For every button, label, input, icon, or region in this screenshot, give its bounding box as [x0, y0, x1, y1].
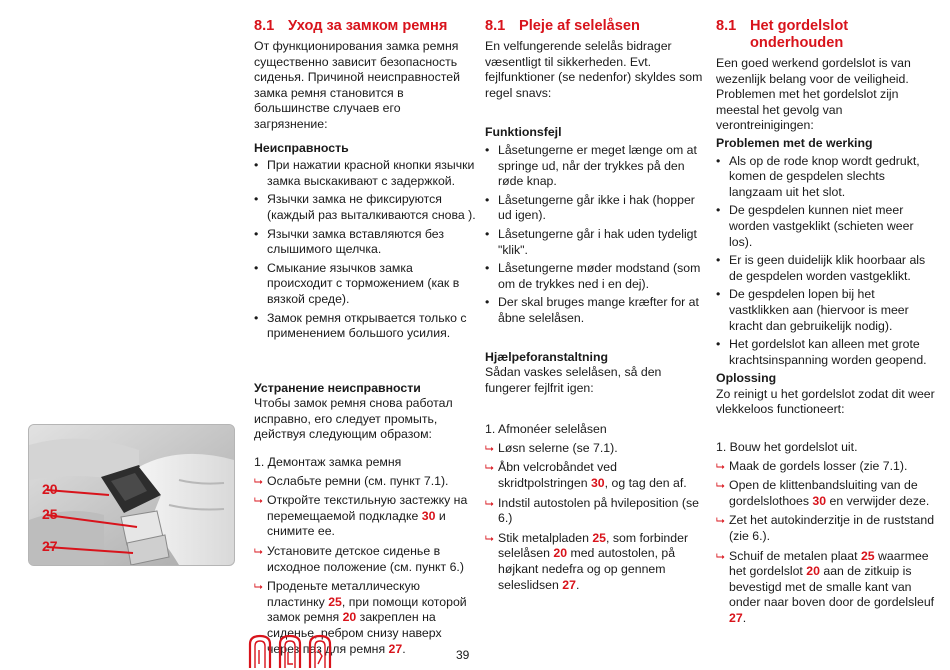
solution-heading: Oplossing: [716, 371, 777, 386]
step-title: 1. Bouw het gordelslot uit.: [716, 440, 858, 455]
ref-number: 30: [590, 476, 605, 491]
solution-intro: Sådan vaskes selelåsen, så den fungerer fejlfrit igen:: [485, 365, 662, 395]
arrow-right-icon: ⮡: [254, 581, 263, 594]
step-item: ⮡ Indstil autostolen på hvileposition (se 6.): [485, 495, 699, 526]
ref-number: 25: [328, 594, 342, 609]
solution-heading: Hjælpeforanstaltning: [485, 349, 608, 364]
step-item: ⮡ Zet het autokinderzitje in de ruststand (zie 6.).: [716, 513, 935, 544]
column-russian: [254, 18, 476, 661]
column-dutch: [716, 18, 938, 631]
ref-number: 20: [553, 546, 568, 561]
arrow-right-icon: ⮡: [254, 475, 263, 488]
problems-heading: Problemen met de werking: [716, 135, 873, 150]
buckle-hand-illustration: [29, 425, 234, 565]
arrow-right-icon: ⮡: [485, 532, 494, 545]
section-heading: [485, 18, 707, 35]
problem-item: • Låsetungerne møder modstand (som om de trykkes ned i en dej).: [485, 261, 707, 292]
problem-item: • Låsetungerne er meget længe om at springe ud, når der trykkes på den røde knap.: [485, 143, 707, 190]
section-heading: [254, 18, 476, 35]
step-item: ⮡ Ослабьте ремни (см. пункт 7.1).: [254, 474, 476, 490]
problem-item: • Смыкание язычков замка происходит с торможением (как в вязкой среде).: [254, 261, 476, 308]
arrow-right-icon: ⮡: [485, 442, 494, 455]
section-number: 8.1: [716, 18, 737, 34]
callout-25: 25: [42, 506, 58, 522]
step-item: ⮡ Åbn velcrobåndet ved skridtpolstringen 30, og tag den af.: [485, 460, 687, 491]
solution-heading: Устранение неисправности: [254, 380, 421, 395]
section-number: 8.1: [254, 18, 275, 34]
ref-number: 20: [342, 610, 357, 625]
solution-intro: Zo reinigt u het gordelslot zodat dit weer vlekkeloos functioneert:: [716, 386, 935, 417]
intro-text: Een goed werkend gordelslot is van wezenlijk belang voor de veiligheid. Problemen met het gordelslot zijn meestal het gevolg van verontreinigingen:: [716, 56, 911, 133]
arrow-right-icon: ⮡: [716, 480, 725, 493]
step-item: ⮡ Установите детское сиденье в исходное положение (см. пункт 6.): [254, 544, 464, 574]
problems-list: [254, 158, 476, 342]
problem-item: • Der skal bruges mange kræfter for at åbne selelåsen.: [485, 295, 707, 326]
buckle-photo: [28, 424, 235, 566]
step-item: ⮡ Schuif de metalen plaat 25 waarmee het gordelslot 20 aan de zitkuip is bevestigd met de smalle kant van onder naar boven door de gordelsleuf 27.: [716, 548, 935, 625]
intro-text: От функционирования замка ремня существенно зависит безопасность сиденья. Причиной неисправностей замка ремня становится в большинстве случаев его загрязнение:: [254, 39, 460, 131]
step-title: 1. Демонтаж замка ремня: [254, 455, 402, 470]
step-item: ⮡ Проденьте металлическую пластинку 25, при помощи которой замок ремня 20 закреплен на сиденье, ребром снизу наверх через паз для ремня 27.: [254, 579, 467, 656]
step-item: ⮡ Maak de gordels losser (zie 7.1).: [716, 459, 938, 475]
problems-heading: Funktionsfejl: [485, 125, 562, 140]
steps-list: [254, 474, 476, 658]
intro-text: En velfungerende selelås bidrager væsentligt til sikkerheden. Evt. fejlfunktioner (se nedenfor) skyldes som regel snavs:: [485, 39, 703, 100]
problem-item: • Låsetungerne går ikke i hak (hopper ud igen).: [485, 193, 707, 224]
problem-item: • Als op de rode knop wordt gedrukt, komen de gespdelen slechts langzaam uit het slot.: [716, 154, 938, 201]
step-item: ⮡ Stik metalpladen 25, som forbinder selelåsen 20 med autostolen, på højkant nedefra og op gennem seleslidsen 27.: [485, 530, 689, 592]
column-danish: [485, 18, 707, 597]
section-title: Het gordelslot onderhouden: [750, 18, 849, 51]
problem-item: • При нажатии красной кнопки язычки замка выскакивают с задержкой.: [254, 158, 476, 189]
problems-list: [485, 143, 707, 327]
problem-item: • De gespdelen kunnen niet meer worden vastgeklikt (schieten weer los).: [716, 203, 938, 250]
problem-item: • Язычки замка не фиксируются (каждый раз выталкиваются снова ).: [254, 192, 476, 223]
callout-20: 20: [42, 481, 58, 497]
section-number: 8.1: [485, 18, 506, 34]
arrow-right-icon: ⮡: [716, 460, 725, 473]
arrow-right-icon: ⮡: [485, 462, 494, 475]
ref-number: 25: [860, 548, 875, 563]
arrow-right-icon: ⮡: [716, 515, 725, 528]
ref-number: 27: [388, 641, 403, 656]
arrow-right-icon: ⮡: [254, 546, 263, 559]
seat-upright-icon: [248, 634, 272, 668]
section-heading: [716, 18, 938, 52]
step-item: ⮡ Open de klittenbandsluiting van de gordelslothoes 30 en verwijder deze.: [716, 478, 930, 508]
problem-item: • Язычки замка вставляются без слышимого щелчка.: [254, 227, 476, 258]
problem-item: • Het gordelslot kan alleen met grote krachtsinspanning worden geopend.: [716, 337, 938, 368]
ref-number: 25: [592, 530, 607, 545]
steps-list: [485, 441, 707, 593]
step-item: ⮡ Откройте текстильную застежку на перемещаемой подкладке 30 и снимите ее.: [254, 493, 468, 539]
seat-recline-icon: [278, 634, 302, 668]
ref-number: 27: [729, 611, 743, 625]
ref-number: 20: [806, 564, 820, 579]
problem-item: • De gespdelen lopen bij het vastklikken aan (hiervoor is meer kracht dan gebruikelijk nodig).: [716, 287, 938, 334]
arrow-right-icon: ⮡: [716, 550, 725, 563]
page-number: 39: [456, 648, 470, 662]
ref-number: 30: [421, 508, 436, 523]
problems-list: [716, 154, 938, 369]
section-title: Уход за замком ремня: [288, 18, 448, 34]
step-title: 1. Afmonéer selelåsen: [485, 422, 607, 437]
arrow-right-icon: ⮡: [485, 497, 494, 510]
problem-item: • Er is geen duidelijk klik hoorbaar als de gespdelen worden vastgeklikt.: [716, 253, 938, 284]
step-item: ⮡ Løsn selerne (se 7.1).: [485, 441, 707, 457]
ref-number: 30: [812, 493, 827, 508]
section-title: Pleje af selelåsen: [519, 18, 640, 34]
problem-item: • Замок ремня открывается только с применением большого усилия.: [254, 311, 476, 342]
steps-list: [716, 459, 938, 627]
callout-27: 27: [42, 538, 58, 554]
problems-heading: Неисправность: [254, 140, 349, 155]
solution-intro: Чтобы замок ремня снова работал исправно, его следует промыть, действуя следующим образом:: [254, 396, 453, 442]
problem-item: • Låsetungerne går i hak uden tydeligt "klik".: [485, 227, 707, 258]
ref-number: 27: [562, 577, 576, 592]
arrow-right-icon: ⮡: [254, 495, 263, 508]
seat-rear-icon: [308, 634, 332, 668]
